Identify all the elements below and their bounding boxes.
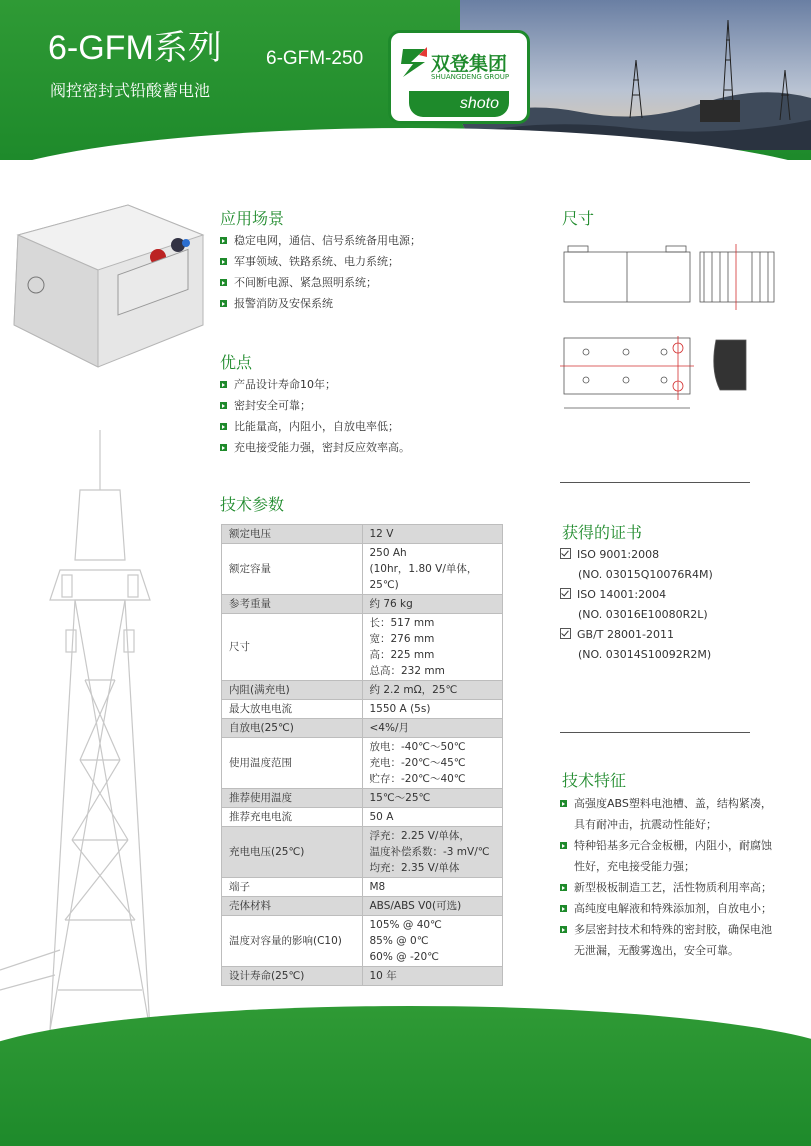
- table-row: [222, 878, 503, 897]
- checkbox-icon: [560, 588, 571, 599]
- certificates-list: [560, 545, 780, 665]
- spec-label: 额定容量: [222, 544, 363, 595]
- list-item: 军事领域、铁路系统、电力系统；: [220, 251, 540, 272]
- product-subtitle: 阀控密封式铅酸蓄电池: [50, 81, 211, 100]
- spec-value-line: 温度补偿系数：-3 mV/℃: [369, 846, 490, 858]
- table-row: [222, 525, 503, 544]
- model-number: 6-GFM-250: [266, 48, 364, 69]
- list-item: 比能量高，内阻小，自放电率低；: [220, 416, 540, 437]
- spec-value-line: 12 V: [369, 528, 394, 540]
- spec-value: [362, 719, 503, 738]
- spec-value-line: <4%/月: [369, 722, 409, 734]
- spec-label: 自放电(25℃): [222, 719, 363, 738]
- table-row: [222, 827, 503, 878]
- spec-value-line: 10 年: [369, 970, 397, 982]
- spec-value: [362, 614, 503, 681]
- spec-label: 推荐充电电流: [222, 808, 363, 827]
- spec-table: [221, 524, 503, 986]
- spec-label: 温度对容量的影响(C10): [222, 916, 363, 967]
- table-row: [222, 916, 503, 967]
- checkbox-icon: [560, 548, 571, 559]
- dimensions-heading: 尺寸: [562, 209, 595, 228]
- table-row: [222, 544, 503, 595]
- divider: [560, 482, 750, 483]
- spec-value-line: 均充：2.35 V/单体: [369, 862, 460, 874]
- footer-banner: [0, 1006, 811, 1146]
- spec-value-line: 浮充：2.25 V/单体，: [369, 830, 470, 842]
- list-item: 产品设计寿命10年；: [220, 374, 540, 395]
- spec-value: [362, 808, 503, 827]
- spec-value-line: 长：517 mm: [369, 617, 435, 629]
- spec-label: 设计寿命(25℃): [222, 967, 363, 986]
- applications-list: [220, 230, 540, 314]
- specs-heading: 技术参数: [220, 495, 285, 514]
- table-row: [222, 700, 503, 719]
- spec-value-line: 放电：-40℃～50℃: [369, 741, 466, 753]
- logo-cn-text: 双登集团: [431, 53, 508, 75]
- spec-value-line: 总高：232 mm: [369, 665, 445, 677]
- dimension-drawings: [560, 240, 790, 420]
- spec-value-line: 105% @ 40℃: [369, 919, 442, 931]
- spec-value-line: 60% @ -20℃: [369, 951, 439, 963]
- certificate-item: ISO 9001:2008: [560, 545, 780, 565]
- certificate-item: GB/T 28001-2011: [560, 625, 780, 645]
- list-item: 新型极板制造工艺，活性物质利用率高；: [560, 877, 772, 898]
- spec-value: [362, 916, 503, 967]
- spec-label: 尺寸: [222, 614, 363, 681]
- list-item: 特种铅基多元合金板栅，内阻小，耐腐蚀性好，充电接受能力强；: [560, 835, 772, 877]
- list-item: 多层密封技术和特殊的密封胶，确保电池无泄漏，无酸雾逸出，安全可靠。: [560, 919, 772, 961]
- table-row: [222, 614, 503, 681]
- list-item: 高纯度电解液和特殊添加剂，自放电小；: [560, 898, 772, 919]
- spec-value-line: 充电：-20℃～45℃: [369, 757, 466, 769]
- spec-label: 推荐使用温度: [222, 789, 363, 808]
- spec-value-line: ABS/ABS V0(可选): [369, 900, 462, 912]
- list-item: 稳定电网，通信、信号系统备用电源；: [220, 230, 540, 251]
- table-row: [222, 789, 503, 808]
- spec-value-line: 15℃～25℃: [369, 792, 431, 804]
- spec-label: 额定电压: [222, 525, 363, 544]
- spec-value-line: 约 76 kg: [369, 598, 413, 610]
- spec-value: [362, 789, 503, 808]
- table-row: [222, 681, 503, 700]
- tower-illustration: [0, 430, 240, 1050]
- checkbox-icon: [560, 628, 571, 639]
- spec-value-line: 约 2.2 mΩ，25℃: [369, 684, 458, 696]
- spec-value-line: 高：225 mm: [369, 649, 435, 661]
- series-title: 6-GFM系列: [48, 29, 222, 67]
- table-row: [222, 719, 503, 738]
- spec-value: [362, 700, 503, 719]
- advantages-heading: 优点: [220, 353, 253, 372]
- spec-label: 端子: [222, 878, 363, 897]
- spec-value: [362, 738, 503, 789]
- spec-value-line: 250 Ah: [369, 547, 407, 559]
- spec-value: [362, 595, 503, 614]
- logo-mark-icon: [399, 45, 429, 79]
- spec-value: [362, 525, 503, 544]
- spec-value-line: 贮存：-20℃～40℃: [369, 773, 466, 785]
- spec-value: [362, 827, 503, 878]
- spec-label: 充电电压(25℃): [222, 827, 363, 878]
- list-item: 不间断电源、紧急照明系统；: [220, 272, 540, 293]
- list-item: 密封安全可靠；: [220, 395, 540, 416]
- spec-value-line: 1550 A (5s): [369, 703, 431, 715]
- battery-photo: [8, 195, 208, 370]
- certificate-number: (NO. 03014S10092R2M): [578, 648, 712, 661]
- spec-label: 使用温度范围: [222, 738, 363, 789]
- applications-heading: 应用场景: [220, 209, 285, 228]
- spec-label: 壳体材料: [222, 897, 363, 916]
- spec-label: 最大放电电流: [222, 700, 363, 719]
- spec-value-line: 85% @ 0℃: [369, 935, 429, 947]
- spec-value: [362, 878, 503, 897]
- spec-value-line: 50 A: [369, 811, 394, 823]
- spec-value-line: M8: [369, 881, 386, 893]
- spec-value-line: 宽：276 mm: [369, 633, 435, 645]
- logo-brand-text: shoto: [409, 91, 509, 117]
- spec-value: [362, 897, 503, 916]
- features-heading: 技术特征: [562, 771, 627, 790]
- spec-value: [362, 967, 503, 986]
- certificate-number: (NO. 03016E10080R2L): [578, 608, 708, 621]
- certificate-number: (NO. 03015Q10076R4M): [578, 568, 713, 581]
- logo-en-text: SHUANGDENG GROUP: [431, 73, 510, 81]
- advantages-list: [220, 374, 540, 458]
- spec-value-line: (10hr，1.80 V/单体，25℃): [369, 563, 478, 591]
- table-row: [222, 595, 503, 614]
- list-item: 高强度ABS塑料电池槽、盖，结构紧凑，具有耐冲击，抗震动性能好；: [560, 793, 772, 835]
- table-row: [222, 897, 503, 916]
- table-row: [222, 738, 503, 789]
- certificates-heading: 获得的证书: [562, 523, 643, 542]
- spec-value: [362, 681, 503, 700]
- divider: [560, 732, 750, 733]
- features-list: [560, 793, 772, 961]
- table-row: [222, 808, 503, 827]
- spec-label: 参考重量: [222, 595, 363, 614]
- list-item: 充电接受能力强，密封反应效率高。: [220, 437, 540, 458]
- table-row: [222, 967, 503, 986]
- spec-value: [362, 544, 503, 595]
- brand-logo: [388, 30, 530, 124]
- certificate-item: ISO 14001:2004: [560, 585, 780, 605]
- spec-label: 内阻(满充电): [222, 681, 363, 700]
- list-item: 报警消防及安保系统: [220, 293, 540, 314]
